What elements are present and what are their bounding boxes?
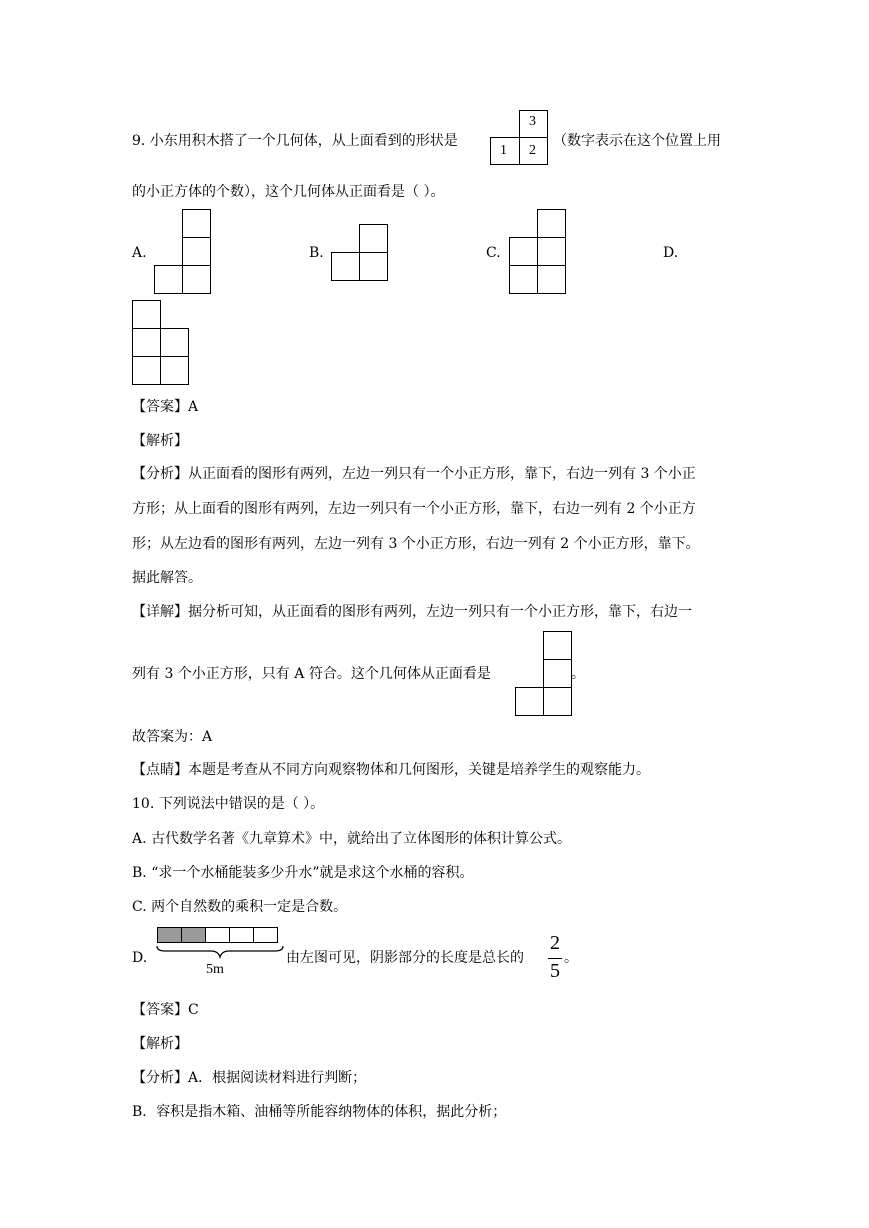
q9-xiangjie-end: 。: [571, 666, 585, 682]
q9-fenxi-line: 【分析】从正面看的图形有两列，左边一列只有一个小正方形，靠下，右边一列有 3 个小正: [132, 466, 696, 482]
q9-option-b-label: B.: [309, 245, 324, 261]
brace-icon: [155, 944, 285, 960]
q10-option-d-text: 由左图可见，阴影部分的长度是总长的: [286, 950, 524, 966]
grid-square: [132, 300, 161, 329]
fraction-denominator: 5: [550, 960, 560, 982]
q9-option-d-label: D.: [663, 245, 679, 261]
q9-stem-prefix: 9. 小东用积木搭了一个几何体，从上面看到的形状是: [132, 133, 458, 149]
q10-option-d-end: 。: [564, 950, 578, 966]
grid-square: [509, 237, 538, 266]
q9-fenxi-line: 据此解答。: [132, 570, 202, 586]
grid-square: [359, 252, 388, 281]
q9-conclusion: 故答案为：A: [132, 729, 213, 745]
q9-fenxi-line: 方形；从上面看的图形有两列，左边一列只有一个小正方形，靠下，右边一列有 2 个小正方: [132, 501, 696, 517]
q9-fenxi-line: 形；从左边看的图形有两列，左边一列有 3 个小正方形，右边一列有 2 个小正方形，靠下。: [132, 536, 700, 552]
grid-square: [331, 252, 360, 281]
bar-segment-shaded: [157, 927, 182, 943]
q10-option-b: B. “求一个水桶能装多少升水”就是求这个水桶的容积。: [132, 865, 474, 881]
bar-segment: [229, 927, 254, 943]
bar-segment: [205, 927, 230, 943]
q9-dianjing: 【点睛】本题是考查从不同方向观察物体和几何图形，关键是培养学生的观察能力。: [132, 762, 650, 778]
q10-stem: 10. 下列说法中错误的是（ ）。: [132, 796, 325, 812]
q9-analysis-heading: 【解析】: [132, 433, 188, 449]
grid-square: [132, 328, 161, 357]
grid-square: [543, 631, 572, 660]
q9-stem-suffix: （数字表示在这个位置上用: [553, 133, 721, 149]
grid-square: [160, 328, 189, 357]
grid-square: [537, 209, 566, 238]
q10-option-a: A. 古代数学名著《九章算术》中，就给出了立体图形的体积计算公式。: [132, 831, 572, 847]
q10-option-d-label: D.: [132, 950, 148, 966]
grid-square: [543, 659, 572, 688]
grid-square: [182, 209, 211, 238]
q9-stem-line2: 的小正方体的个数），这个几何体从正面看是（ ）。: [132, 184, 445, 200]
q10-fenxi-line: 【分析】A．根据阅读材料进行判断；: [132, 1070, 367, 1086]
bar-segment: [253, 927, 278, 943]
q10-analysis-heading: 【解析】: [132, 1036, 188, 1052]
q10-fenxi-line: B．容积是指木箱、油桶等所能容纳物体的体积，据此分析；: [132, 1104, 507, 1120]
grid-square: [182, 265, 211, 294]
fraction-numerator: 2: [550, 932, 560, 954]
grid-square: [537, 237, 566, 266]
grid-square: [182, 237, 211, 266]
q10-answer: 【答案】C: [132, 1002, 199, 1018]
grid-square: [154, 265, 183, 294]
q9-option-a-label: A.: [132, 245, 147, 261]
q9-option-c-label: C.: [486, 245, 501, 261]
q10-option-c: C. 两个自然数的乘积一定是合数。: [132, 899, 348, 915]
bar-segment-shaded: [181, 927, 206, 943]
bar-length-label: 5m: [206, 962, 224, 977]
grid-square: [160, 356, 189, 385]
grid-square: [515, 687, 544, 716]
top-view-number: 1: [500, 143, 507, 158]
grid-square: [132, 356, 161, 385]
q9-xiangjie-line: 列有 3 个小正方形，只有 A 符合。这个几何体从正面看是: [132, 666, 491, 682]
q9-xiangjie-line: 【详解】据分析可知，从正面看的图形有两列，左边一列只有一个小正方形，靠下，右边一: [132, 604, 692, 620]
grid-square: [537, 265, 566, 294]
grid-square: [359, 224, 388, 253]
grid-square: [543, 687, 572, 716]
q9-answer: 【答案】A: [132, 399, 199, 415]
top-view-number: 3: [529, 114, 536, 129]
top-view-number: 2: [529, 143, 536, 158]
grid-square: [509, 265, 538, 294]
